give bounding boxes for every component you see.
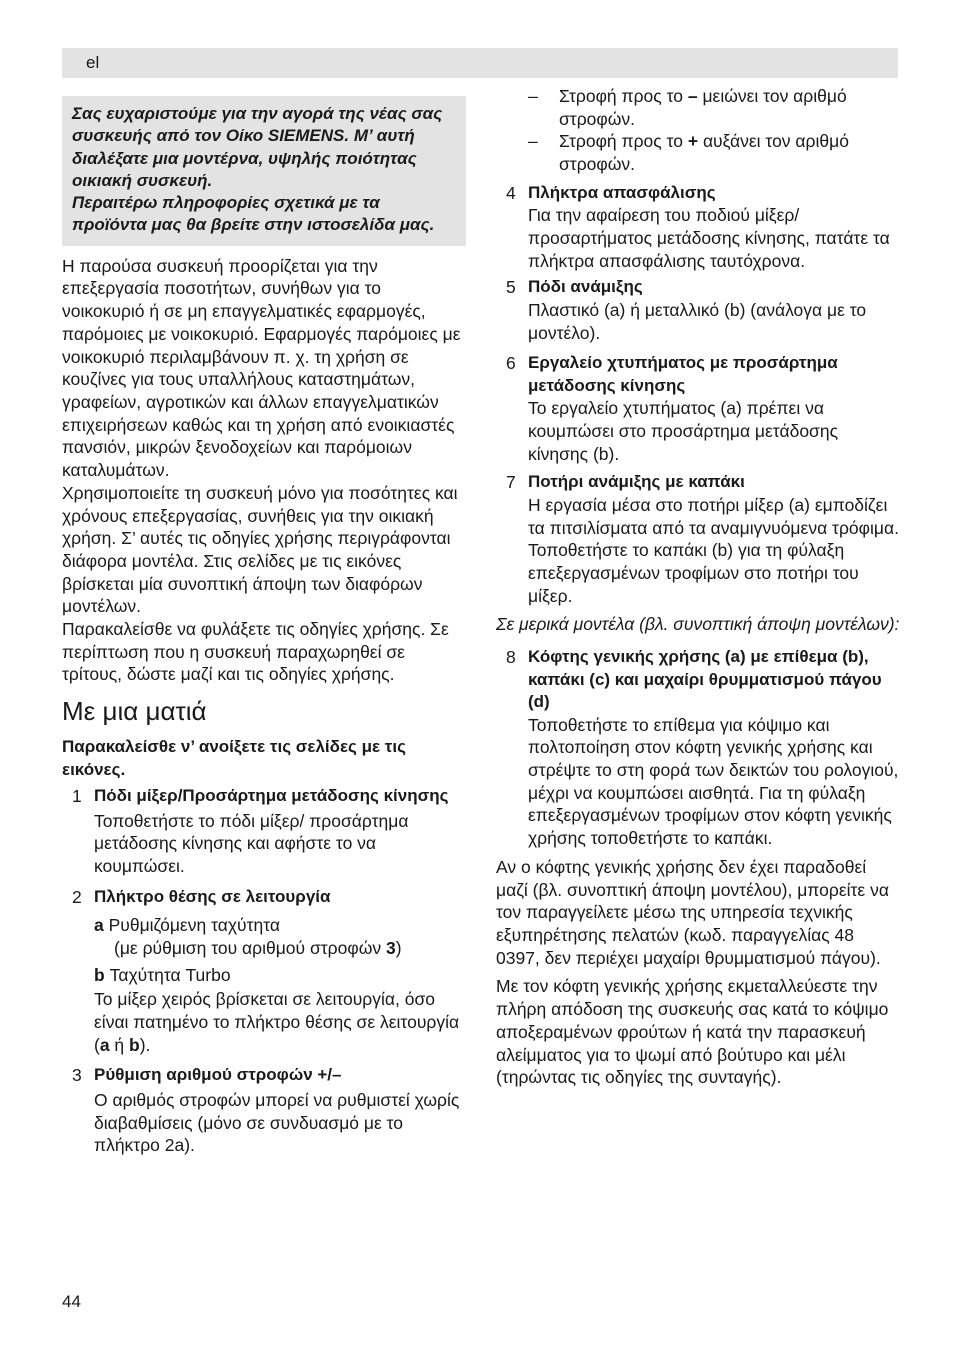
usage-benefit-paragraph: Με τον κόφτη γενικής χρήσης εκμεταλλεύεστε την πλήρη απόδοση της συσκευής σας κατά το κόψιμο αποξεραμένων φρούτων ή κατά την παρασκευή αλείμματος για το ψωμί από βούτυρο και μέλι (τηρώντας τις οδηγίες της συνταγής). (496, 976, 889, 1088)
dash-post: μειώνει τον αριθμό στροφών. (559, 86, 847, 129)
item-number: 4 (506, 182, 516, 203)
item-title: Ποτήρι ανάμιξης με καπάκι (528, 472, 745, 492)
intro-thanks: Σας ευχαριστούμε για την αγορά της νέας σας συσκευής από τον Οίκο SIEMENS. Μ’ αυτή διαλέξατε μια μοντέρνα, υψηλής ποιότητας οικιακή συσκευή. (72, 104, 443, 190)
body-mid: ή (109, 1034, 130, 1055)
note-post: ) (395, 937, 402, 958)
list-item-6 (496, 352, 900, 465)
item-title: Πλήκτρο θέσης σε λειτουργία (94, 886, 331, 906)
item-body: Για την αφαίρεση του ποδιού μίξερ/ προσαρτήματος μετάδοσης κίνησης, πατάτε τα πλήκτρα απασφάλισης ταυτόχρονα. (528, 205, 890, 271)
language-code: el (86, 53, 100, 72)
body-pre: Το μίξερ χειρός βρίσκεται σε λειτουργία, όσο είναι πατημένο το πλήκτρο θέσης σε λειτουργία ( (94, 989, 460, 1055)
usage-paragraph: Χρησιμοποιείτε τη συσκευή μόνο για ποσότητες και χρόνους επεξεργασίας, συνήθεις για την οικιακή χρήση. Σ’ αυτές τις οδηγίες χρήσης περιγράφονται διάφορα μοντέλα. Στις σελίδες με τις εικόνες βρίσκεται μία συνοπτική άποψη των διαφόρων μοντέλων. (62, 482, 458, 617)
list-item-4 (496, 182, 900, 273)
item-body: Τοποθετήστε το επίθεμα για κόψιμο και πολτοποίηση στον κόφτη γενικής χρήσης και στρέψτε το στη φορά των δεικτών του ρολογιού, μέχρι να κουμπώσει αισθητά. Για τη φύλαξη επεξεργασμένων τροφίμων στον κόφτη γενικής χρήσης τοποθετήστε το καπάκι. (528, 714, 899, 849)
item-title: Ρύθμιση αριθμού στροφών +/– (94, 1065, 342, 1085)
body-a: a (99, 1034, 110, 1055)
dash-item-decrease (496, 85, 900, 130)
item-number: 5 (506, 277, 516, 298)
list-item-5 (496, 276, 900, 344)
language-header-bar (62, 48, 898, 78)
option-text: Ταχύτητα Turbo (109, 964, 231, 985)
dash-symbol: – (687, 86, 698, 106)
body-b: b (129, 1034, 140, 1055)
dash-mark: – (528, 131, 538, 152)
option-letter: a (94, 915, 104, 936)
list-item-1 (62, 785, 466, 878)
item-number: 3 (72, 1065, 82, 1086)
item-number: 8 (506, 647, 516, 668)
item-title: Πλήκτρα απασφάλισης (528, 182, 716, 202)
note-bold: 3 (386, 937, 396, 958)
dash-mark: – (528, 86, 538, 106)
section-subhead: Παρακαλείσθε ν’ ανοίξετε τις σελίδες με τις εικόνες. (62, 737, 406, 779)
models-note: Σε μερικά μοντέλα (βλ. συνοπτική άποψη μοντέλων): (496, 614, 900, 635)
item-body: Ο αριθμός στροφών μπορεί να ρυθμιστεί χωρίς διαβαθμίσεις (μόνο σε συνδυασμό με το πλήκτρο 2a). (94, 1089, 460, 1156)
dash-item-increase (496, 130, 900, 175)
item-title: Πόδι ανάμιξης (528, 277, 643, 297)
item-number: 2 (72, 886, 82, 907)
right-column (496, 85, 900, 1089)
option-letter: b (94, 964, 105, 985)
list-item-7 (496, 471, 900, 607)
item-body: Πλαστικό (a) ή μεταλλικό (b) (ανάλογα με το μοντέλο). (528, 299, 867, 343)
item-body: Το εργαλείο χτυπήματος (a) πρέπει να κουμπώσει στο προσάρτημα μετάδοσης κίνησης (b). (528, 398, 839, 464)
list-item-2 (62, 886, 466, 1057)
intro-box (62, 96, 466, 246)
item-number: 1 (72, 786, 82, 807)
left-column (62, 96, 466, 1157)
intended-use-paragraph: Η παρούσα συσκευή προορίζεται για την επεξεργασία ποσοτήτων, συνήθων για το νοικοκυριό ή σε μη επαγγελματικές εφαρμογές, παρόμοιες με νοικοκυριό. Εφαρμογές παρόμοιες με νοικοκυριό περιλαμβάνουν π. χ. τη χρήση σε κουζίνες για τους υπαλλήλους καταστημάτων, γραφείων, αγροτικών και άλλων επαγγελματικών επιχειρήσεων καθώς και τη χρήση από ενοικιαστές πανσιόν, μικρών ξενοδοχείων και παρόμοιων καταλυμάτων. (62, 255, 461, 481)
option-a-note (94, 937, 466, 960)
item-number: 7 (506, 472, 516, 493)
dash-pre: Στροφή προς το (559, 131, 688, 152)
intro-website: Περαιτέρω πληροφορίες σχετικά με τα προϊόντα μας θα βρείτε στην ιστοσελίδα μας. (72, 193, 435, 235)
option-text: Ρυθμιζόμενη ταχύτητα (108, 915, 281, 936)
item-title: Κόφτης γενικής χρήσης (a) με επίθεμα (b), καπάκι (c) και μαχαίρι θρυμματισμού πάγου (d) (528, 647, 882, 712)
note-pre: (με ρύθμιση του αριθμού στροφών (114, 937, 386, 958)
list-item-8 (496, 646, 900, 850)
list-item-3 (62, 1064, 466, 1157)
item-body: Τοποθετήστε το πόδι μίξερ/ προσάρτημα μετάδοσης κίνησης και αφήστε το να κουμπώσει. (94, 810, 409, 877)
section-heading: Με μια ματιά (62, 696, 207, 727)
dash-symbol: + (687, 131, 699, 152)
item-title: Εργαλείο χτυπήματος με προσάρτημα μετάδοσης κίνησης (528, 353, 838, 395)
dash-pre: Στροφή προς το (559, 86, 688, 106)
body-post: ). (139, 1034, 151, 1055)
item-number: 6 (506, 353, 516, 374)
item-body: Η εργασία μέσα στο ποτήρι μίξερ (a) εμποδίζει τα πιτσιλίσματα από τα αναμιγνυόμενα τρόφιμα. Τοποθετήστε το καπάκι (b) για τη φύλαξη επεξεργασμένων τροφίμων στο ποτήρι του μίξερ. (528, 494, 899, 606)
option-a (94, 914, 466, 959)
dash-post: αυξάνει τον αριθμό στροφών. (559, 131, 849, 175)
item-title: Πόδι μίξερ/Προσάρτημα μετάδοσης κίνησης (94, 786, 449, 806)
keep-instructions-paragraph: Παρακαλείσθε να φυλάξετε τις οδηγίες χρήσης. Σε περίπτωση που η συσκευή παραχωρηθεί σε τρίτους, δώστε μαζί και τις οδηγίες χρήσης. (62, 619, 449, 685)
item-body (94, 988, 466, 1056)
page-number: 44 (62, 1292, 81, 1311)
order-paragraph: Αν ο κόφτης γενικής χρήσης δεν έχει παραδοθεί μαζί (βλ. συνοπτική άποψη μοντέλου), μπορείτε να τον παραγγείλετε μέσω της υπηρεσία τεχνικής εξυπηρέτησης πελατών (κωδ. παραγγελίας 48 0397, δεν περιέχει μαχαίρι θρυμματισμού πάγου). (496, 856, 889, 968)
option-b (94, 964, 466, 987)
